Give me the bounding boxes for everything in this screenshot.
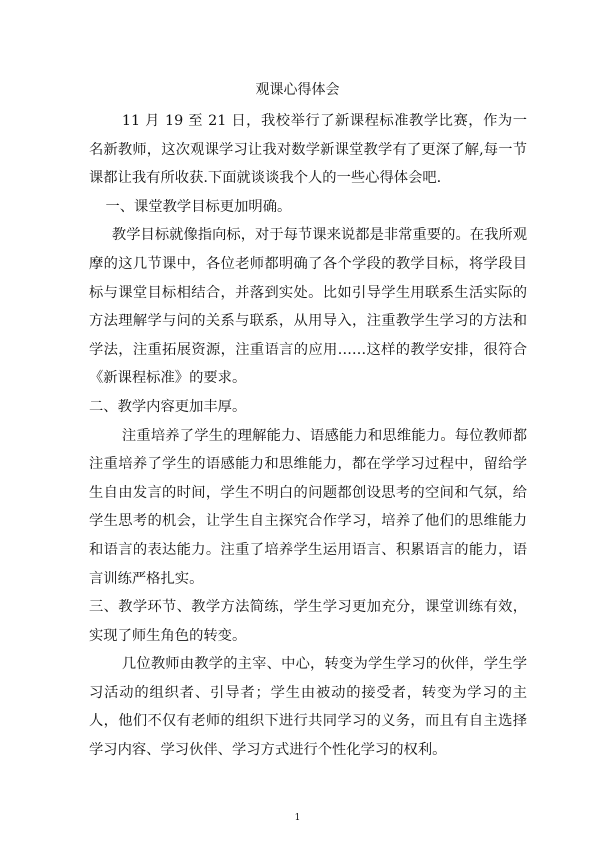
document-body: [89, 107, 527, 765]
section-2-paragraph: 注重培养了学生的理解能力、语感能力和思维能力。每位教师都注重培养了学生的语感能力和思维能力，都在学学习过程中，留给学生自由发言的时间，学生不明白的问题都创设思考的空间和气氛，给学生思考的机会，让学生自主探究合作学习，培养了他们的思维能力和语言的表达能力。注重了培养学生运用语言、积累语言的能力，语言训练严格扎实。: [89, 427, 527, 587]
section-3-paragraph: 几位教师由教学的主宰、中心，转变为学生学习的伙伴，学生学习活动的组织者、引导者；学生由被动的接受者，转变为学习的主人，他们不仅有老师的组织下进行共同学习的义务，而且有自主选择学习内容、学习伙伴、学习方式进行个性化学习的权利。: [89, 656, 527, 759]
section-heading-2: 二、教学内容更加丰厚。: [89, 398, 247, 415]
document-title: 观课心得体会: [255, 82, 340, 98]
intro-paragraph: 11 月 19 至 21 日，我校举行了新课程标准教学比赛，作为一名新教师，这次观课学习让我对数学新课堂教学有了更深了解,每一节课都让我有所收获.下面就谈谈我个人的一些心得体会吧.: [89, 113, 527, 187]
section-heading-1: 一、课堂教学目标更加明确。: [105, 198, 292, 215]
section-1-paragraph: 教学目标就像指向标，对于每节课来说都是非常重要的。在我所观摩的这几节课中，各位老师都明确了各个学段的教学目标，将学段目标与课堂目标相结合，并落到实处。比如引导学生用联系生活实际的方法理解学与问的关系与联系，从用导入，注重教学生学习的方法和学法，注重拓展资源，注重语言的应用……这样的教学安排，很符合《新课程标准》的要求。: [89, 227, 527, 387]
section-heading-3: 三、教学环节、教学方法简练，学生学习更加充分，课堂训练有效，实现了师生角色的转变。: [89, 599, 527, 644]
page-number: 1: [294, 813, 301, 823]
